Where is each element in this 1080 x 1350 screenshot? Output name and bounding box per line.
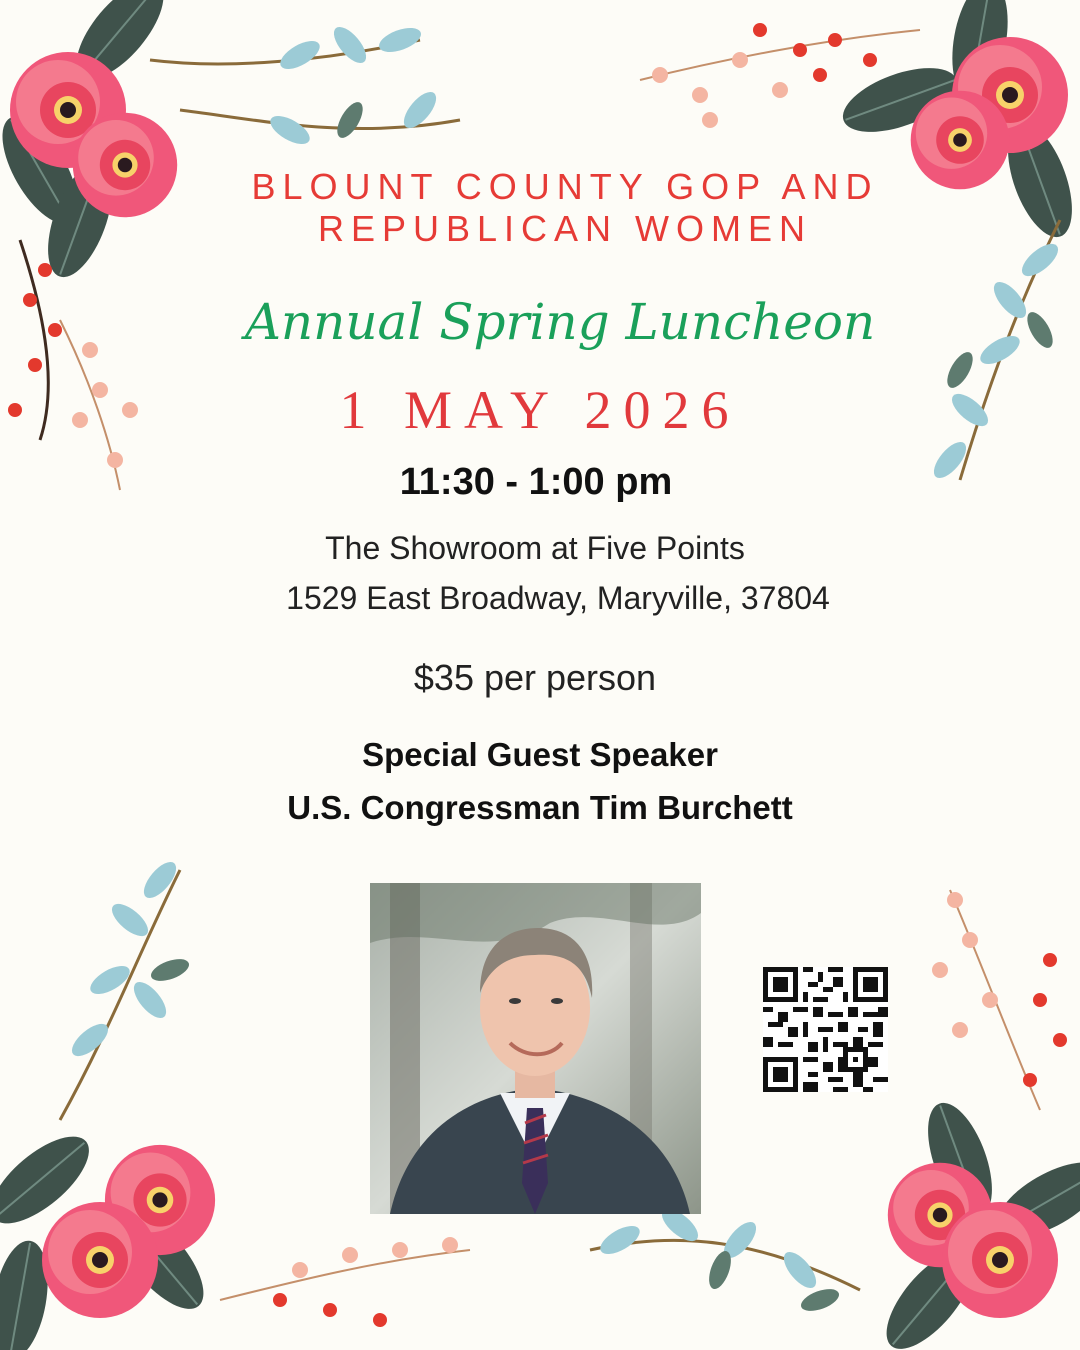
event-time: 11:30 - 1:00 pm [399, 461, 673, 503]
guest-speaker-title: Special Guest Speaker [362, 736, 718, 773]
guest-speaker-name: U.S. Congressman Tim Burchett [287, 789, 793, 826]
event-name: Annual Spring Luncheon [244, 293, 876, 351]
organization-line-2: REPUBLICAN WOMEN [317, 208, 813, 249]
organization-title [150, 166, 980, 250]
event-address: 1529 East Broadway, Maryville, 37804 [286, 580, 830, 616]
event-date: 1 MAY 2026 [339, 380, 741, 440]
qr-code-icon[interactable] [763, 967, 888, 1092]
speaker-photo [370, 883, 701, 1214]
event-venue: The Showroom at Five Points [325, 530, 745, 566]
ticket-price: $35 per person [413, 657, 657, 698]
organization-line-1: BLOUNT COUNTY GOP AND [251, 166, 879, 207]
